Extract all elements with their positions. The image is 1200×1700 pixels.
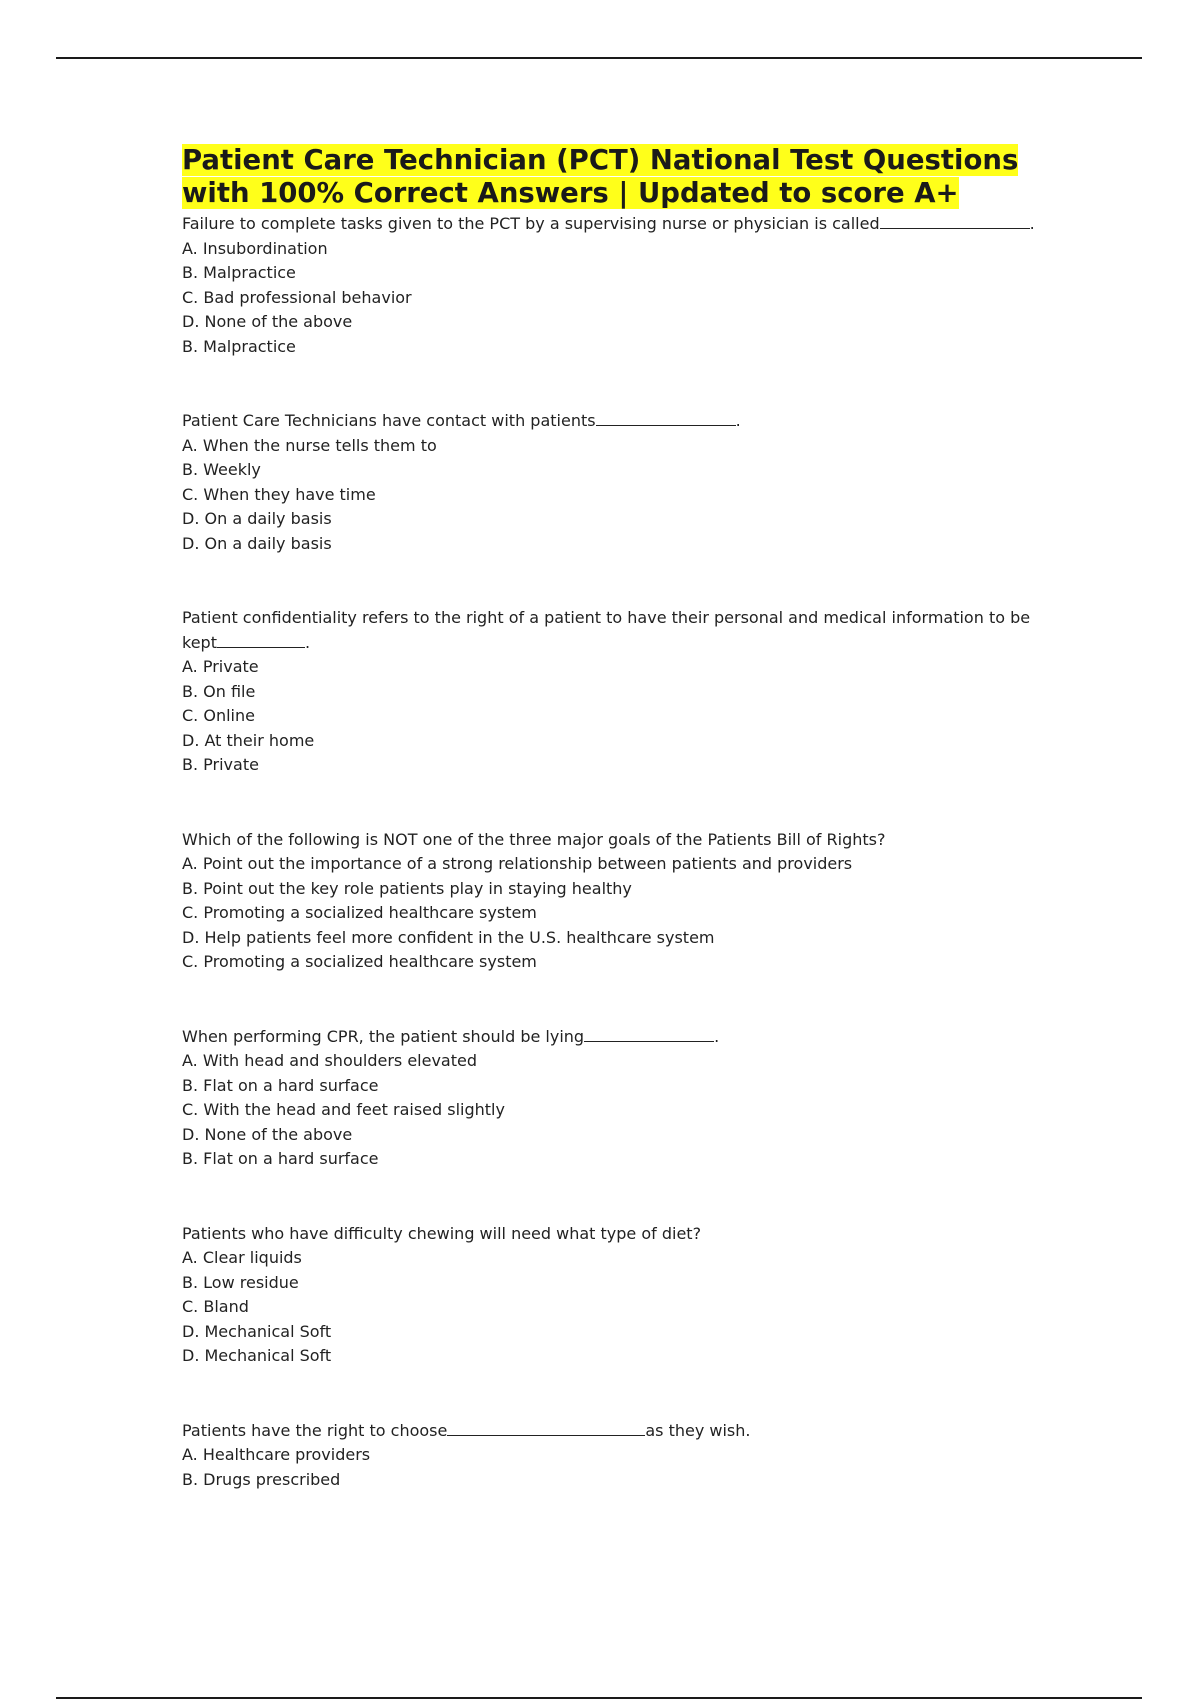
option-b: B. Malpractice — [182, 263, 296, 282]
option-d: D. None of the above — [182, 312, 353, 331]
option-b: B. Low residue — [182, 1272, 299, 1292]
option-b: B. On file — [182, 681, 256, 701]
question-stem: Patient confidentiality refers to the right of a patient to have their personal and medical information to be kept . — [182, 608, 1031, 652]
question-stem: Which of the following is NOT one of the three major goals of the Patients Bill of Rights? — [182, 829, 886, 849]
option-a: A. Private — [182, 657, 259, 676]
option-c: C. With the head and feet raised slightly — [182, 1100, 505, 1119]
option-d: D. At their home — [182, 730, 315, 750]
correct-answer: D. Mechanical Soft — [182, 1346, 332, 1365]
question-6 — [182, 1222, 1042, 1369]
question-3 — [182, 606, 1042, 778]
document-body — [182, 144, 1042, 1542]
question-5 — [182, 1025, 1042, 1172]
question-stem: Patients have the right to choose as they wish. — [182, 1420, 751, 1440]
question-stem: Failure to complete tasks given to the PCT by a supervising nurse or physician is called . — [182, 214, 1035, 233]
correct-answer: D. On a daily basis — [182, 533, 332, 553]
option-b: B. Flat on a hard surface — [182, 1075, 379, 1095]
correct-answer: C. Promoting a socialized healthcare system — [182, 952, 537, 971]
option-d: D. Help patients feel more confident in the U.S. healthcare system — [182, 927, 715, 947]
option-a: A. Insubordination — [182, 238, 328, 258]
option-b: B. Point out the key role patients play in staying healthy — [182, 878, 632, 898]
answer-blank — [217, 631, 305, 648]
question-stem: Patients who have difficulty chewing will need what type of diet? — [182, 1223, 702, 1243]
option-a: A. When the nurse tells them to — [182, 435, 437, 455]
question-7 — [182, 1419, 1042, 1493]
option-d: D. None of the above — [182, 1124, 353, 1144]
answer-blank — [880, 212, 1030, 229]
correct-answer: B. Malpractice — [182, 336, 296, 356]
title-highlight: Patient Care Technician (PCT) National Test Questions with 100% Correct Answers | Updated to score A+ — [182, 144, 1019, 209]
question-1 — [182, 212, 1042, 359]
question-4 — [182, 828, 1042, 975]
option-a: A. Clear liquids — [182, 1248, 302, 1267]
option-a: A. Healthcare providers — [182, 1445, 371, 1464]
correct-answer: B. Private — [182, 755, 259, 774]
question-stem: When performing CPR, the patient should be lying . — [182, 1026, 720, 1046]
option-c: C. When they have time — [182, 484, 376, 504]
option-b: B. Weekly — [182, 460, 261, 479]
correct-answer: B. Flat on a hard surface — [182, 1149, 379, 1168]
option-d: D. On a daily basis — [182, 509, 332, 528]
document-title — [182, 144, 1042, 209]
option-c: C. Bad professional behavior — [182, 287, 412, 307]
answer-blank — [447, 1419, 645, 1436]
option-d: D. Mechanical Soft — [182, 1321, 332, 1341]
option-a: A. With head and shoulders elevated — [182, 1051, 477, 1070]
question-stem: Patient Care Technicians have contact with patients . — [182, 411, 741, 430]
page-top-rule — [56, 57, 1142, 59]
option-b: B. Drugs prescribed — [182, 1469, 341, 1489]
option-a: A. Point out the importance of a strong relationship between patients and providers — [182, 854, 853, 873]
question-2 — [182, 409, 1042, 556]
option-c: C. Bland — [182, 1297, 249, 1316]
option-c: C. Online — [182, 706, 255, 725]
answer-blank — [596, 409, 736, 426]
answer-blank — [584, 1025, 714, 1042]
option-c: C. Promoting a socialized healthcare system — [182, 903, 537, 922]
page-bottom-rule — [56, 1697, 1142, 1699]
